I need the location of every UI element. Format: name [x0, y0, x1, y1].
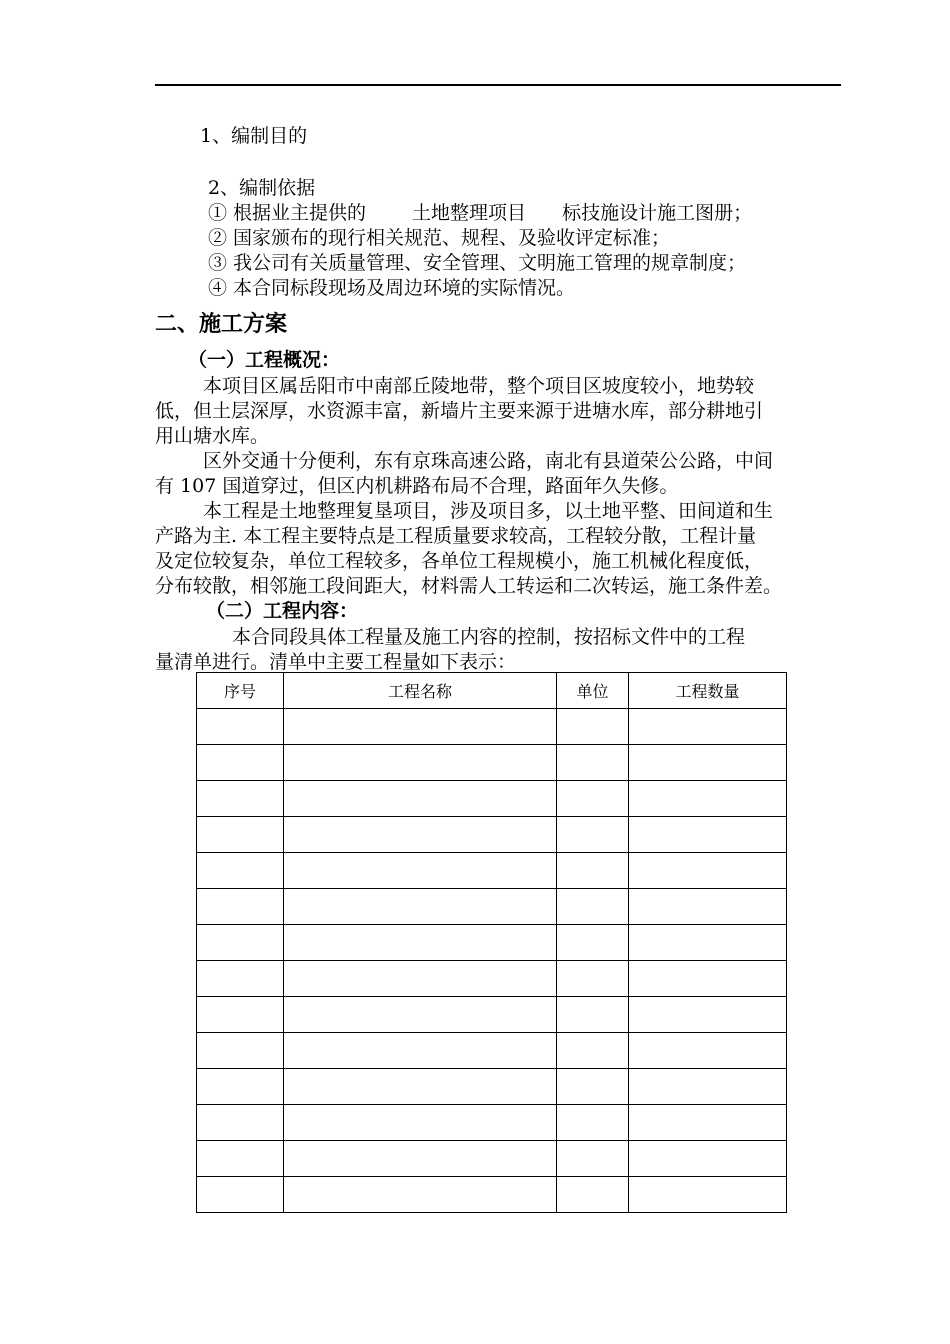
table-row: [197, 925, 787, 961]
table-cell: [197, 997, 284, 1033]
table-cell: [284, 709, 557, 745]
table-cell: [557, 925, 629, 961]
table-cell: [557, 997, 629, 1033]
para3-line2: 产路为主. 本工程主要特点是工程质量要求较高，工程较分散，工程计量: [155, 525, 757, 547]
table-cell: [284, 1069, 557, 1105]
para1-line1: 本项目区属岳阳市中南部丘陵地带，整个项目区坡度较小，地势较: [203, 375, 755, 397]
para3-line1: 本工程是土地整理复垦项目，涉及项目多，以土地平整、田间道和生: [203, 500, 774, 522]
table-row: [197, 1069, 787, 1105]
para3-line3: 及定位较复杂，单位工程较多，各单位工程规模小，施工机械化程度低，: [155, 550, 764, 572]
table-cell: [557, 1177, 629, 1213]
table-row: [197, 1105, 787, 1141]
table-row: [197, 889, 787, 925]
table-row: [197, 853, 787, 889]
table-row: [197, 745, 787, 781]
table-cell: [557, 853, 629, 889]
para1-line2: 低，但土层深厚，水资源丰富，新墙片主要来源于进塘水库，部分耕地引: [155, 400, 764, 422]
para4-line2: 量清单进行。清单中主要工程量如下表示：: [155, 651, 517, 673]
table-cell: [629, 781, 787, 817]
table-cell: [284, 1177, 557, 1213]
table-cell: [629, 1141, 787, 1177]
table-cell: [629, 1033, 787, 1069]
table-cell: [557, 745, 629, 781]
para1-line3: 用山塘水库。: [155, 425, 270, 447]
table-cell: [284, 745, 557, 781]
table-cell: [284, 961, 557, 997]
table-cell: [629, 925, 787, 961]
table-cell: [284, 817, 557, 853]
table-row: [197, 1177, 787, 1213]
table-body: [197, 709, 787, 1213]
table-row: [197, 817, 787, 853]
table-row: [197, 1033, 787, 1069]
table-cell: [284, 1105, 557, 1141]
section-heading: 二、施工方案: [155, 312, 288, 337]
table-cell: [284, 1141, 557, 1177]
table-cell: [629, 1105, 787, 1141]
table-cell: [629, 709, 787, 745]
para2-line2: 有 107 国道穿过，但区内机耕路布局不合理，路面年久失修。: [155, 475, 679, 497]
basis-item-4: ④ 本合同标段现场及周边环境的实际情况。: [208, 277, 576, 299]
table-cell: [197, 1105, 284, 1141]
table-cell: [197, 817, 284, 853]
purpose-heading: 1、编制目的: [200, 125, 308, 147]
table-cell: [629, 1177, 787, 1213]
table-cell: [197, 1033, 284, 1069]
table-header-row: [197, 673, 787, 709]
table-cell: [284, 997, 557, 1033]
table-row: [197, 709, 787, 745]
header-rule: [155, 84, 841, 86]
table-cell: [197, 1069, 284, 1105]
para3-line4: 分布较散，相邻施工段间距大，材料需人工转运和二次转运，施工条件差。: [155, 575, 783, 597]
table-cell: [197, 961, 284, 997]
table-cell: [557, 709, 629, 745]
header-unit: 单位: [557, 673, 629, 709]
table-row: [197, 1141, 787, 1177]
table-cell: [284, 925, 557, 961]
table-cell: [557, 817, 629, 853]
header-quantity: 工程数量: [629, 673, 787, 709]
table-cell: [197, 1141, 284, 1177]
table-cell: [629, 1069, 787, 1105]
table-cell: [557, 1105, 629, 1141]
basis-item-1-part-b: 土地整理项目: [412, 202, 527, 224]
para4-line1: 本合同段具体工程量及施工内容的控制，按招标文件中的工程: [232, 626, 746, 648]
table-cell: [629, 961, 787, 997]
table-cell: [557, 1141, 629, 1177]
basis-item-2: ② 国家颁布的现行相关规范、规程、及验收评定标准；: [208, 227, 671, 249]
table-cell: [557, 1033, 629, 1069]
table-cell: [557, 1069, 629, 1105]
table-row: [197, 961, 787, 997]
table-cell: [284, 781, 557, 817]
table-cell: [197, 925, 284, 961]
table-cell: [197, 709, 284, 745]
table-cell: [197, 853, 284, 889]
header-index: 序号: [197, 673, 284, 709]
table-cell: [197, 745, 284, 781]
table-cell: [284, 1033, 557, 1069]
basis-item-1: [208, 201, 752, 225]
table-cell: [557, 889, 629, 925]
basis-item-3: ③ 我公司有关质量管理、安全管理、文明施工管理的规章制度；: [208, 252, 747, 274]
table-row: [197, 997, 787, 1033]
table-cell: [557, 961, 629, 997]
table-row: [197, 781, 787, 817]
table-cell: [197, 781, 284, 817]
table-cell: [557, 781, 629, 817]
table-cell: [629, 745, 787, 781]
table-cell: [629, 889, 787, 925]
quantity-table: [196, 672, 787, 1213]
table-cell: [629, 853, 787, 889]
content-heading: （二）工程内容：: [206, 600, 359, 622]
header-name: 工程名称: [284, 673, 557, 709]
table-cell: [629, 997, 787, 1033]
basis-item-1-part-c: 标技施设计施工图册；: [562, 202, 753, 224]
table-cell: [284, 889, 557, 925]
table-cell: [284, 853, 557, 889]
table-cell: [197, 1177, 284, 1213]
basis-item-1-part-a: ① 根据业主提供的: [208, 202, 367, 224]
overview-heading: （一）工程概况：: [188, 349, 341, 371]
table-cell: [629, 817, 787, 853]
para2-line1: 区外交通十分便利，东有京珠高速公路，南北有县道荣公公路，中间: [203, 450, 774, 472]
basis-heading: 2、编制依据: [208, 177, 316, 199]
table-cell: [197, 889, 284, 925]
